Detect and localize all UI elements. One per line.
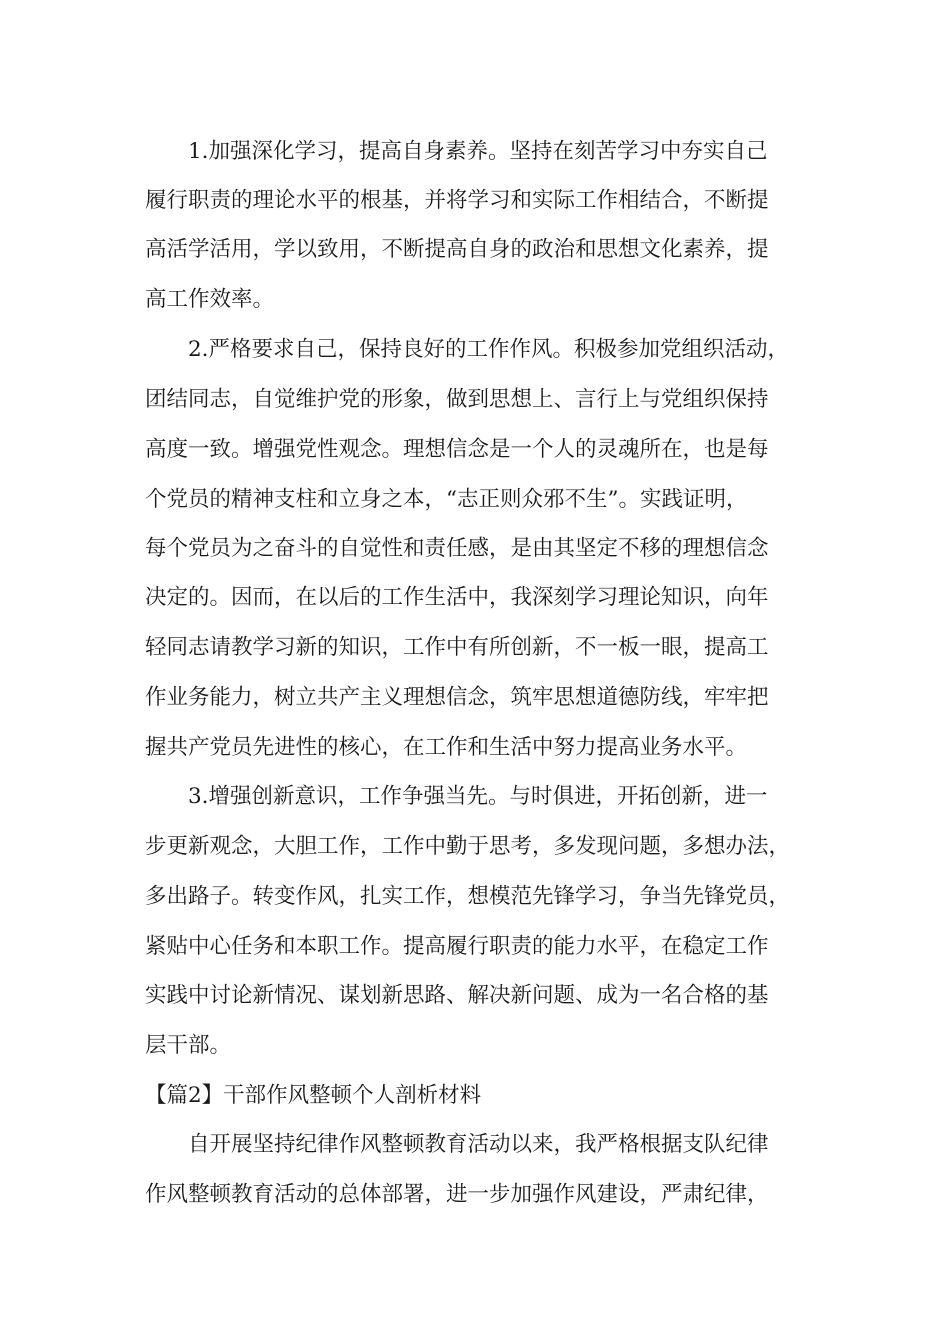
text-line: 步更新观念，大胆工作，工作中勤于思考，多发现问题，多想办法， [145,834,791,859]
text-line: 轻同志请教学习新的知识，工作中有所创新，不一板一眼，提高工 [145,635,769,660]
text-line: 高度一致。增强党性观念。理想信念是一个人的灵魂所在，也是每 [145,437,769,462]
text-line: 履行职责的理论水平的根基，并将学习和实际工作相结合，不断提 [145,188,769,213]
text-line: 高工作效率。 [145,287,275,312]
text-line: 握共产党员先进性的核心，在工作和生活中努力提高业务水平。 [145,735,748,760]
text-line: 3.增强创新意识，工作争强当先。与时俱进，开拓创新，进一 [188,784,768,809]
text-line: 2.严格要求自己，保持良好的工作作风。积极参加党组织活动， [188,337,790,362]
text-line: 作业务能力，树立共产主义理想信念，筑牢思想道德防线，牢牢把 [145,685,769,710]
text-line: 作风整顿教育活动的总体部署，进一步加强作风建设，严肃纪律， [145,1182,769,1207]
text-line: 层干部。 [145,1033,232,1058]
section-heading: 【篇2】干部作风整顿个人剖析材料 [145,1083,482,1108]
text-line: 决定的。因而，在以后的工作生活中，我深刻学习理论知识，向年 [145,585,769,610]
text-line: 多出路子。转变作风，扎实工作，想模范先锋学习，争当先锋党员， [145,884,791,909]
text-line: 1.加强深化学习，提高自身素养。坚持在刻苦学习中夯实自己 [188,139,768,164]
text-line: 自开展坚持纪律作风整顿教育活动以来，我严格根据支队纪律 [188,1132,769,1157]
text-line: 个党员的精神支柱和立身之本，“志正则众邪不生”。实践证明， [145,487,748,512]
text-line: 实践中讨论新情况、谋划新思路、解决新问题、成为一名合格的基 [145,983,769,1008]
text-line: 紧贴中心任务和本职工作。提高履行职责的能力水平，在稳定工作 [145,934,769,959]
text-line: 每个党员为之奋斗的自觉性和责任感，是由其坚定不移的理想信念 [145,536,769,561]
text-line: 团结同志，自觉维护党的形象，做到思想上、言行上与党组织保持 [145,387,769,412]
text-line: 高活学活用，学以致用，不断提高自身的政治和思想文化素养，提 [145,237,769,262]
